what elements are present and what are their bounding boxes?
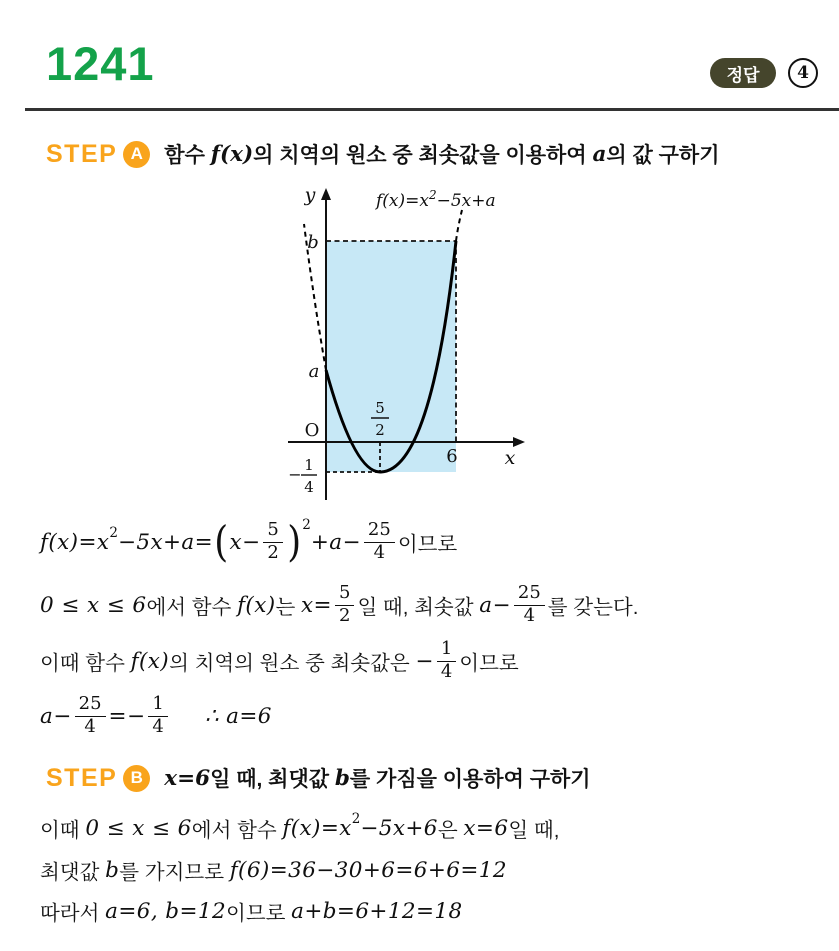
math-segment: a− bbox=[479, 592, 511, 618]
fraction-denominator: 4 bbox=[84, 716, 96, 737]
exponent: 2 bbox=[109, 525, 118, 541]
korean-segment: 이므로 bbox=[226, 902, 292, 925]
korean-segment: 에서 함수 bbox=[146, 596, 238, 619]
fraction-numerator: 5 bbox=[263, 521, 282, 542]
step-a-heading bbox=[46, 134, 719, 174]
math-segment: −5x+a= bbox=[118, 529, 214, 555]
answer-area bbox=[710, 58, 818, 88]
fraction-denominator: 2 bbox=[267, 542, 279, 563]
math-segment: f(x)=x bbox=[40, 529, 110, 555]
step-a-badge-icon: A bbox=[123, 141, 150, 168]
exponent: 2 bbox=[351, 811, 361, 827]
math-segment: x= bbox=[301, 592, 332, 618]
function-label: $f(x)=x^2-5x+a$ bbox=[376, 188, 496, 211]
title-math-segment: x=6 bbox=[164, 765, 211, 791]
title-math-segment: f(x) bbox=[210, 141, 254, 167]
solution-line bbox=[40, 893, 463, 929]
parabola-dashed-right bbox=[456, 210, 462, 241]
fraction-numerator: 5 bbox=[375, 399, 385, 417]
fraction-denominator: 2 bbox=[375, 421, 385, 439]
graph-svg bbox=[268, 184, 568, 506]
fraction-denominator: 4 bbox=[152, 716, 164, 737]
fraction bbox=[75, 695, 106, 737]
open-paren: ( bbox=[214, 517, 229, 567]
fraction-denominator: 4 bbox=[304, 478, 314, 496]
x-axis-label: x bbox=[504, 447, 516, 469]
korean-segment: 최댓값 bbox=[40, 861, 106, 884]
math-segment: − bbox=[415, 648, 434, 674]
a-label: a bbox=[308, 361, 320, 382]
title-korean-segment: 함수 bbox=[164, 144, 211, 167]
korean-segment: 은 bbox=[437, 819, 464, 842]
math-segment: f(x) bbox=[237, 592, 276, 618]
fraction bbox=[148, 695, 167, 737]
fraction-numerator: 25 bbox=[364, 521, 395, 542]
x-max-label: 6 bbox=[446, 446, 458, 467]
shaded-region bbox=[326, 241, 456, 472]
close-paren: ) bbox=[287, 517, 302, 567]
math-segment: ∴ a=6 bbox=[204, 703, 272, 729]
math-segment: a− bbox=[40, 703, 72, 729]
korean-segment: 를 가지므로 bbox=[119, 861, 230, 884]
korean-segment: 이므로 bbox=[397, 533, 458, 556]
fraction-sign: − bbox=[288, 465, 302, 484]
answer-choice-circle: 4 bbox=[788, 58, 818, 88]
fraction-numerator: 5 bbox=[335, 584, 354, 605]
math-segment: −5x+6 bbox=[360, 815, 438, 841]
fraction bbox=[514, 584, 545, 626]
title-math-segment: a bbox=[592, 141, 607, 167]
fraction bbox=[437, 640, 456, 682]
korean-segment: 일 때, 최솟값 bbox=[357, 596, 480, 619]
origin-label: O bbox=[304, 420, 320, 441]
title-korean-segment: 일 때, 최댓값 bbox=[210, 768, 335, 791]
math-segment: f(x)=x bbox=[282, 815, 352, 841]
step-b-label: STEP bbox=[46, 763, 118, 792]
b-label: b bbox=[307, 232, 319, 253]
solution-line bbox=[40, 852, 507, 888]
solution-line bbox=[40, 688, 272, 744]
step-b-heading bbox=[46, 758, 591, 798]
fraction-denominator: 4 bbox=[440, 661, 453, 682]
fraction bbox=[364, 521, 395, 563]
fraction bbox=[335, 584, 354, 626]
korean-segment: 의 치역의 원소 중 최솟값은 bbox=[169, 652, 416, 675]
fraction-numerator: 25 bbox=[514, 584, 545, 605]
y-axis-arrow-icon bbox=[321, 188, 331, 200]
korean-segment: 이때 bbox=[40, 819, 86, 842]
korean-segment: 를 갖는다. bbox=[547, 596, 639, 619]
korean-segment: 이므로 bbox=[459, 652, 519, 675]
fraction-numerator: 25 bbox=[75, 695, 106, 716]
fraction-numerator: 1 bbox=[304, 456, 314, 474]
korean-segment: 에서 함수 bbox=[191, 819, 283, 842]
title-korean-segment: 를 가짐을 이용하여 구하기 bbox=[349, 768, 591, 791]
header-divider bbox=[25, 108, 839, 111]
solution-line bbox=[40, 810, 559, 846]
fraction-numerator: 1 bbox=[437, 640, 456, 661]
min-fraction bbox=[288, 456, 317, 496]
korean-segment: 는 bbox=[275, 596, 302, 619]
answer-badge: 정답 bbox=[710, 58, 776, 88]
y-axis-label: y bbox=[304, 184, 316, 206]
parabola-graph bbox=[268, 184, 568, 506]
math-segment: +a− bbox=[310, 529, 361, 555]
math-segment: 0 ≤ x ≤ 6 bbox=[85, 815, 192, 841]
x-axis-arrow-icon bbox=[513, 437, 525, 447]
step-b-badge-icon: B bbox=[123, 765, 150, 792]
korean-segment: 이때 함수 bbox=[40, 652, 131, 675]
fraction-denominator: 4 bbox=[373, 542, 386, 563]
fraction-denominator: 4 bbox=[523, 605, 536, 626]
step-b-title bbox=[164, 763, 590, 793]
problem-number: 1241 bbox=[46, 37, 155, 90]
math-segment: b bbox=[105, 857, 120, 883]
korean-segment: 일 때, bbox=[508, 819, 560, 842]
math-segment: f(6)=36−30+6=6+6=12 bbox=[229, 857, 507, 883]
solution-line bbox=[40, 576, 638, 634]
title-korean-segment: 의 치역의 원소 중 최솟값을 이용하여 bbox=[253, 144, 593, 167]
step-a-label: STEP bbox=[46, 139, 118, 168]
title-korean-segment: 의 값 구하기 bbox=[606, 144, 720, 167]
fraction-denominator: 2 bbox=[338, 605, 351, 626]
math-segment: 0 ≤ x ≤ 6 bbox=[40, 592, 147, 618]
math-segment: a+b=6+12=18 bbox=[291, 898, 463, 924]
math-segment: x− bbox=[229, 529, 261, 555]
exponent: 2 bbox=[302, 517, 311, 533]
math-segment: =− bbox=[108, 703, 146, 729]
fraction bbox=[263, 521, 282, 563]
step-a-title bbox=[164, 139, 719, 169]
title-math-segment: b bbox=[334, 765, 350, 791]
solution-line bbox=[40, 634, 519, 688]
math-segment: a=6, b=12 bbox=[105, 898, 227, 924]
math-segment: x=6 bbox=[463, 815, 509, 841]
fraction-numerator: 1 bbox=[148, 695, 167, 716]
korean-segment: 따라서 bbox=[40, 902, 106, 925]
math-segment: f(x) bbox=[130, 648, 170, 674]
solution-line bbox=[40, 512, 457, 572]
